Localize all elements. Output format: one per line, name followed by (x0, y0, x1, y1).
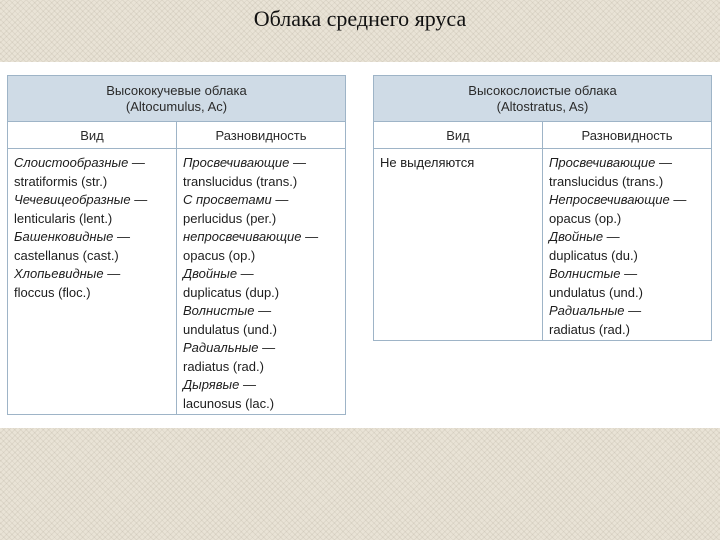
entry-ru: Хлопьевидные — (14, 266, 121, 281)
column-header-vid: Вид (8, 122, 177, 148)
entry-latin: translucidus (trans.) (183, 173, 298, 189)
entry-ru: С просветами — (183, 192, 289, 207)
altostratus-title: Высокослоистые облака (468, 82, 617, 98)
entry-latin: stratiformis (str.) (14, 173, 108, 189)
entry-ru: Дырявые — (183, 377, 256, 392)
entry-latin: opacus (op.) (549, 210, 622, 226)
list-item (14, 154, 176, 191)
entry-ru: Волнистые — (549, 266, 638, 281)
altostratus-body (374, 149, 711, 340)
altocumulus-species-cell (8, 149, 177, 414)
tables-panel (0, 62, 720, 428)
entry-latin: undulatus (und.) (183, 321, 277, 337)
altocumulus-column-headers (8, 122, 345, 149)
entry-ru: непросвечивающие — (183, 229, 319, 244)
list-item (549, 302, 711, 339)
entry-latin: floccus (floc.) (14, 284, 91, 300)
list-item (14, 265, 176, 302)
entry-ru: Двойные — (183, 266, 254, 281)
altostratus-table (373, 75, 712, 341)
entry-ru: Волнистые — (183, 303, 272, 318)
entry-latin: translucidus (trans.) (549, 173, 664, 189)
entry-ru: Двойные — (549, 229, 620, 244)
entry-ru: Слоистообразные — (14, 155, 145, 170)
list-item (183, 228, 345, 265)
list-item (183, 154, 345, 191)
altostratus-column-headers (374, 122, 711, 149)
entry-ru: Радиальные — (183, 340, 276, 355)
list-item (183, 191, 345, 228)
entry-ru: Просвечивающие — (549, 155, 672, 170)
entry-ru: Чечевицеобразные — (14, 192, 148, 207)
altocumulus-title: Высококучевые облака (106, 82, 247, 98)
entry-latin: radiatus (rad.) (549, 321, 630, 337)
entry-latin: duplicatus (du.) (549, 247, 638, 263)
list-item (549, 154, 711, 191)
entry-ru: Радиальные — (549, 303, 642, 318)
column-header-raznovidnost: Разновидность (215, 127, 307, 143)
column-header-raznovidnost: Разновидность (581, 127, 673, 143)
entry-latin: opacus (op.) (183, 247, 256, 263)
list-item (183, 339, 345, 376)
entry-latin: lenticularis (lent.) (14, 210, 113, 226)
list-item (549, 191, 711, 228)
species-none-text: Не выделяются (380, 155, 475, 170)
list-item (549, 228, 711, 265)
entry-ru: Непросвечивающие — (549, 192, 687, 207)
entry-latin: perlucidus (per.) (183, 210, 277, 226)
column-header-vid: Вид (374, 122, 543, 148)
altocumulus-header (8, 76, 345, 122)
altocumulus-varieties-cell (177, 149, 345, 414)
altostratus-header (374, 76, 711, 122)
altocumulus-latin: (Altocumulus, Ac) (125, 98, 228, 114)
list-item (14, 191, 176, 228)
list-item (183, 302, 345, 339)
entry-latin: castellanus (cast.) (14, 247, 119, 263)
entry-ru: Башенковидные — (14, 229, 130, 244)
entry-latin: radiatus (rad.) (183, 358, 264, 374)
entry-latin: lacunosus (lac.) (183, 395, 275, 411)
entry-latin: undulatus (und.) (549, 284, 643, 300)
list-item (183, 265, 345, 302)
altostratus-latin: (Altostratus, As) (496, 98, 589, 114)
entry-ru: Просвечивающие — (183, 155, 306, 170)
slide-title: Облака среднего яруса (253, 6, 467, 31)
altocumulus-table (7, 75, 346, 415)
entry-latin: duplicatus (dup.) (183, 284, 280, 300)
altocumulus-body (8, 149, 345, 414)
list-item (183, 376, 345, 413)
list-item (549, 265, 711, 302)
altostratus-species-cell (374, 149, 543, 340)
list-item (14, 228, 176, 265)
altostratus-varieties-cell (543, 149, 711, 340)
